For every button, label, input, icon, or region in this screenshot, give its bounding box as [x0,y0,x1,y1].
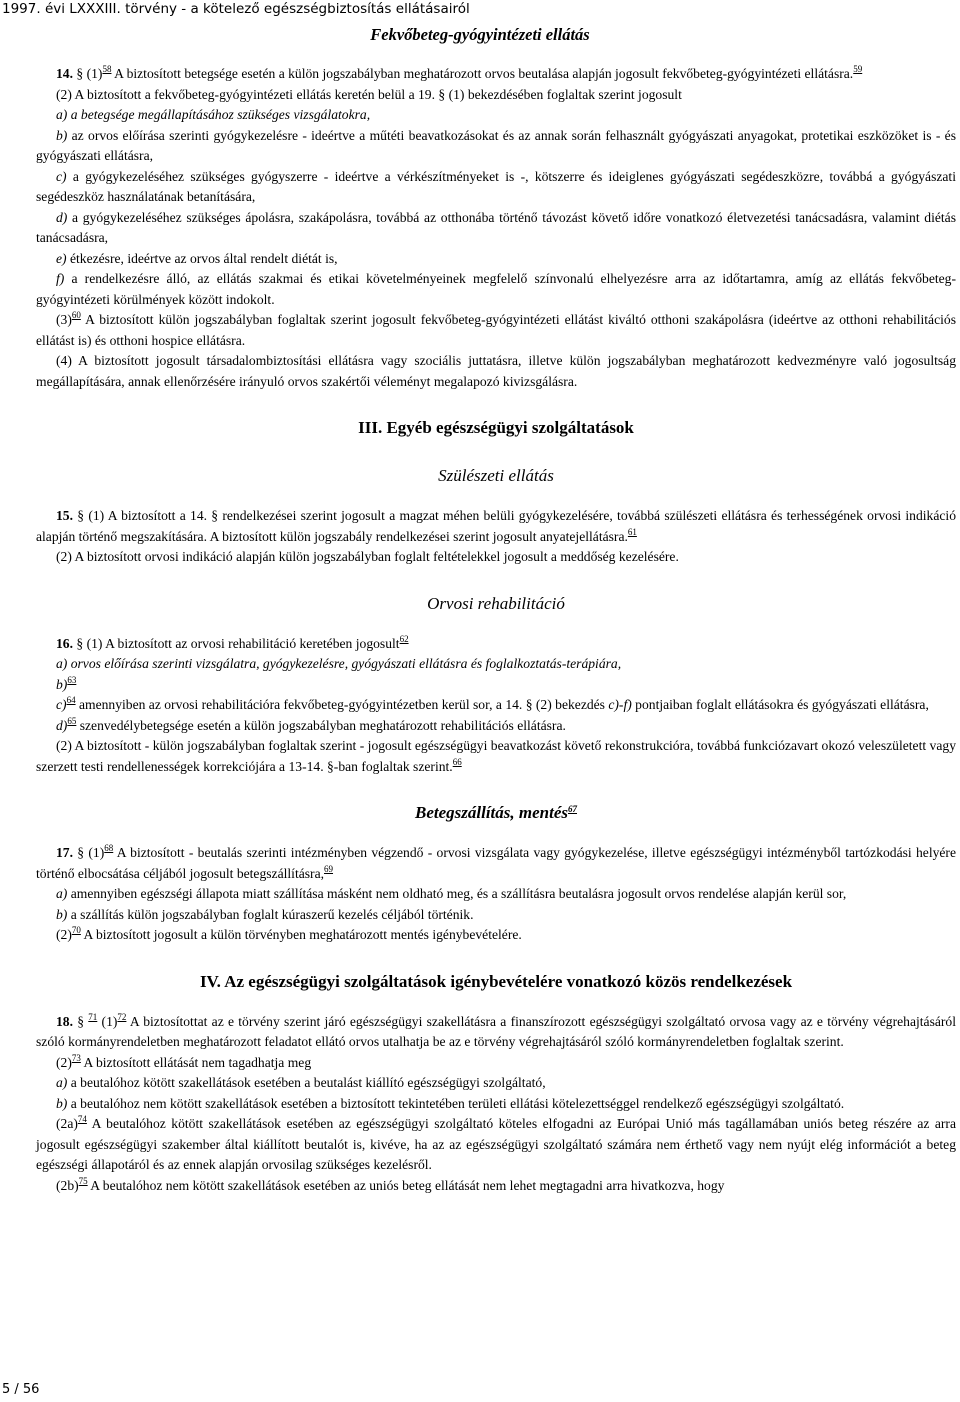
document-body [36,64,956,1196]
footnote-ref[interactable]: 66 [452,756,462,767]
chapter-heading-iv: IV. Az egészségügyi szolgáltatások igénybevételére vonatkozó közös rendelkezések [199,971,793,991]
subheading-szuleszeti: Szülészeti ellátás [438,466,554,485]
item-a: a) orvos előírása szerinti vizsgálatra, gyógykezelésre, gyógyászati ellátásra és foglalkoztatás-terápiára, [56,656,622,671]
paragraph-18-2a: $(2a)^{74}$ A beutalóhoz kötött szakellátások esetében az egészségügyi szolgáltató köteles elfogadni az Európai Unió más tagállamában uniós beteg részére az arra jogosult egészségügyi szakember által kiállított beutalót is, kivéve, ha az az egészségügyi szolgáltató számára nem érthető vagy nem nyújt elég információt a beteg egészségi állapotáról és az ennek alapján orvosilag szükséges kezelésről. [36,1114,956,1172]
item-b: b)$^{63}$ [56,674,77,692]
chapter-heading-iii: III. Egyéb egészségügyi szolgáltatások [358,418,634,437]
item-c: c) a gyógykezeléséhez szükséges gyógyszerre - ideértve a vérkészítményeket is -, kötszerre és ideiglenes gyógyászati segédeszközre, továbbá a gyógyászati segédeszköz használatának betanítására, [36,168,956,204]
paragraph-15-1: 15. § (1) A biztosított a 14. § rendelkezései szerint jogosult a magzat méhen belüli gyógykezelésére, továbbá szülészeti ellátásra és terhességének orvosi indikáció alapján történő megszakítására. A biztosított külön jogszabály rendelkezései szerint jogosult anyatejellátásra.$^{61}$ [36,508,956,544]
footnote-ref[interactable]: 60 [71,310,81,320]
item-a: a) amennyiben egészségi állapota miatt szállítása másként nem oldható meg, és a szállításra beutalásra jogosult orvos rendelése alapján kerül sor, [56,886,847,901]
item-f: f) a rendelkezésre álló, az ellátás szakmai és etikai követelményeinek megfelelő színvonalú elhelyezésre arra az időtartamra, amíg az ellátás fekvőbeteg-gyógyintézeti körülmények között indokolt. [36,271,956,307]
footnote-ref[interactable]: 61 [627,526,637,537]
footnote-ref[interactable]: 73 [71,1052,81,1063]
paragraph-14-4: (4) A biztosított jogosult társadalombiztosítási ellátásra vagy szociális juttatásra, illetve külön jogszabályban meghatározott kedvezményre való jogosultság megállapítására, annak ellenőrzésére irányuló orvos szakértői véleményt megalapozó kivizsgálásra. [36,353,956,389]
item-b: b) a beutalóhoz nem kötött szakellátások esetében a biztosított tekintetében területi ellátási kötelezettséggel rendelkező egészségügyi szolgáltató. [56,1095,845,1111]
page-number: 5 / 56 [2,1382,40,1397]
paragraph-16-2: (2) A biztosított - külön jogszabályban foglaltak szerint - jogosult egészségügyi beavatkozást követő rekonstrukcióra, továbbá funkciózavart okozó veleszületett vagy szerzett testi rendellenességek korrekciójára a 13-14. §-ban foglaltak szerint.$^{66}$ [36,738,956,774]
paragraph-15-2: (2) A biztosított orvosi indikáció alapján külön jogszabályban foglalt feltételekkel jogosult a meddőség kezelésére. [56,549,679,564]
footnote-ref[interactable]: 64 [66,695,76,705]
paragraph-17-1: 17. § $(1)^{68}$ A biztosított - beutalás szerinti intézményben végzendő - orvosi vizsgálata vagy gyógykezelése, illetve egészségügyi intézményből tartózkodási helyére történő elbocsátása céljából jogosult betegszállításra,$^{69}$ [36,843,956,881]
footnote-ref[interactable]: 75 [78,1175,88,1186]
footnote-ref[interactable]: 62 [399,633,409,644]
footnote-ref[interactable]: 63 [67,674,77,685]
item-d: d)$^{65}$ szenvedélybetegsége esetén a külön jogszabályban meghatározott rehabilitációs ellátásra. [56,715,566,733]
item-a: a) a beutalóhoz kötött szakellátások esetében a beutalást kiállító egészségügyi szolgáltató, [56,1075,546,1090]
footnote-ref[interactable]: 68 [104,843,114,853]
item-b: b) a szállítás külön jogszabályban foglalt kúraszerű kezelés céljából történik. [56,906,474,922]
footnote-ref[interactable]: 67 [568,804,577,814]
item-c: c)$^{64}$ amennyiben az orvosi rehabilitációra fekvőbeteg-gyógyintézetben kerül sor, a 14. § (2) bekezdés c)-f) pontjaiban foglalt ellátásokra és gyógyászati ellátásra, [56,695,929,712]
item-e: e) étkezésre, ideértve az orvos által rendelt diétát is, [56,250,338,266]
subheading-betegszallitas: Betegszállítás, mentés$^{67}$ [415,803,577,822]
footnote-ref[interactable]: 59 [853,64,863,74]
paragraph-18-1: 18. § $^{71}$ $(1)^{72}$ A biztosítottat az e törvény szerint járó egészségügyi szakellátásra a finanszírozott egészségügyi szolgáltató orvosa vagy az e törvény végrehajtásáról szóló kormányrendeletben meghatározott feladatot ellátó orvos utalhatja be az e törvény végrehajtásáról szóló kormányrendeletben foglaltak szerint. [36,1011,957,1049]
running-header: 1997. évi LXXXIII. törvény - a kötelező egészségbiztosítás ellátásairól [2,1,470,17]
footnote-ref[interactable]: 74 [77,1114,87,1124]
section-number: 14. [56,66,73,81]
footnote-ref[interactable]: 69 [324,863,334,874]
footnote-ref[interactable]: 65 [67,715,77,726]
paragraph-16-1: 16. § (1) A biztosított az orvosi rehabilitáció keretében jogosult$^{62}$ [56,633,409,651]
item-a: a) a betegsége megállapításához szükséges vizsgálatokra, [56,107,371,122]
item-d: d) a gyógykezeléséhez szükséges ápolásra, szakápolásra, továbbá az otthonába történő távozást követő időre vonatkozó életvezetési tanácsadásra, valamint diétás tanácsadásra, [36,209,956,245]
footnote-ref[interactable]: 70 [71,925,81,935]
paragraph-18-2: $(2)^{73}$ A biztosított ellátását nem tagadhatja meg [56,1052,312,1070]
section-title: Fekvőbeteg-gyógyintézeti ellátás [370,25,590,44]
item-b: b) az orvos előírása szerinti gyógykezelésre - ideértve a műtéti beavatkozásokat és az annak során felhasznált gyógyászati anyagokat, protetikai eszközöket is - és gyógyászati ellátásra, [36,127,956,163]
paragraph-17-2: $(2)^{70}$ A biztosított jogosult a külön törvényben meghatározott mentés igénybevételére. [56,925,522,942]
paragraph-18-2b: $(2b)^{75}$ A beutalóhoz nem kötött szakellátások esetében az uniós beteg ellátását nem lehet megtagadni arra hivatkozva, hogy [56,1175,725,1193]
paragraph-14-3: $(3)^{60}$ A biztosított külön jogszabályban foglaltak szerint jogosult fekvőbeteg-gyógyintézeti ellátást kiváltó otthoni szakápolásra (ideértve az otthoni rehabilitációs ellátást is) és otthoni hospice ellátásra. [36,310,956,348]
paragraph-14-1: 14. § $(1)^{58}$ A biztosított betegsége esetén a külön jogszabályban meghatározott orvos beutalása alapján jogosult fekvőbeteg-gyógyintézeti ellátásra.$^{59}$ [56,64,863,81]
subheading-rehabilitacio: Orvosi rehabilitáció [427,593,565,613]
footnote-ref[interactable]: 71 [88,1011,98,1022]
footnote-ref[interactable]: 58 [102,64,112,74]
footnote-ref[interactable]: 72 [117,1011,127,1022]
paragraph-14-2: (2) A biztosított a fekvőbeteg-gyógyintézeti ellátás keretén belül a 19. § (1) bekezdésében foglaltak szerint jogosult [56,86,682,102]
